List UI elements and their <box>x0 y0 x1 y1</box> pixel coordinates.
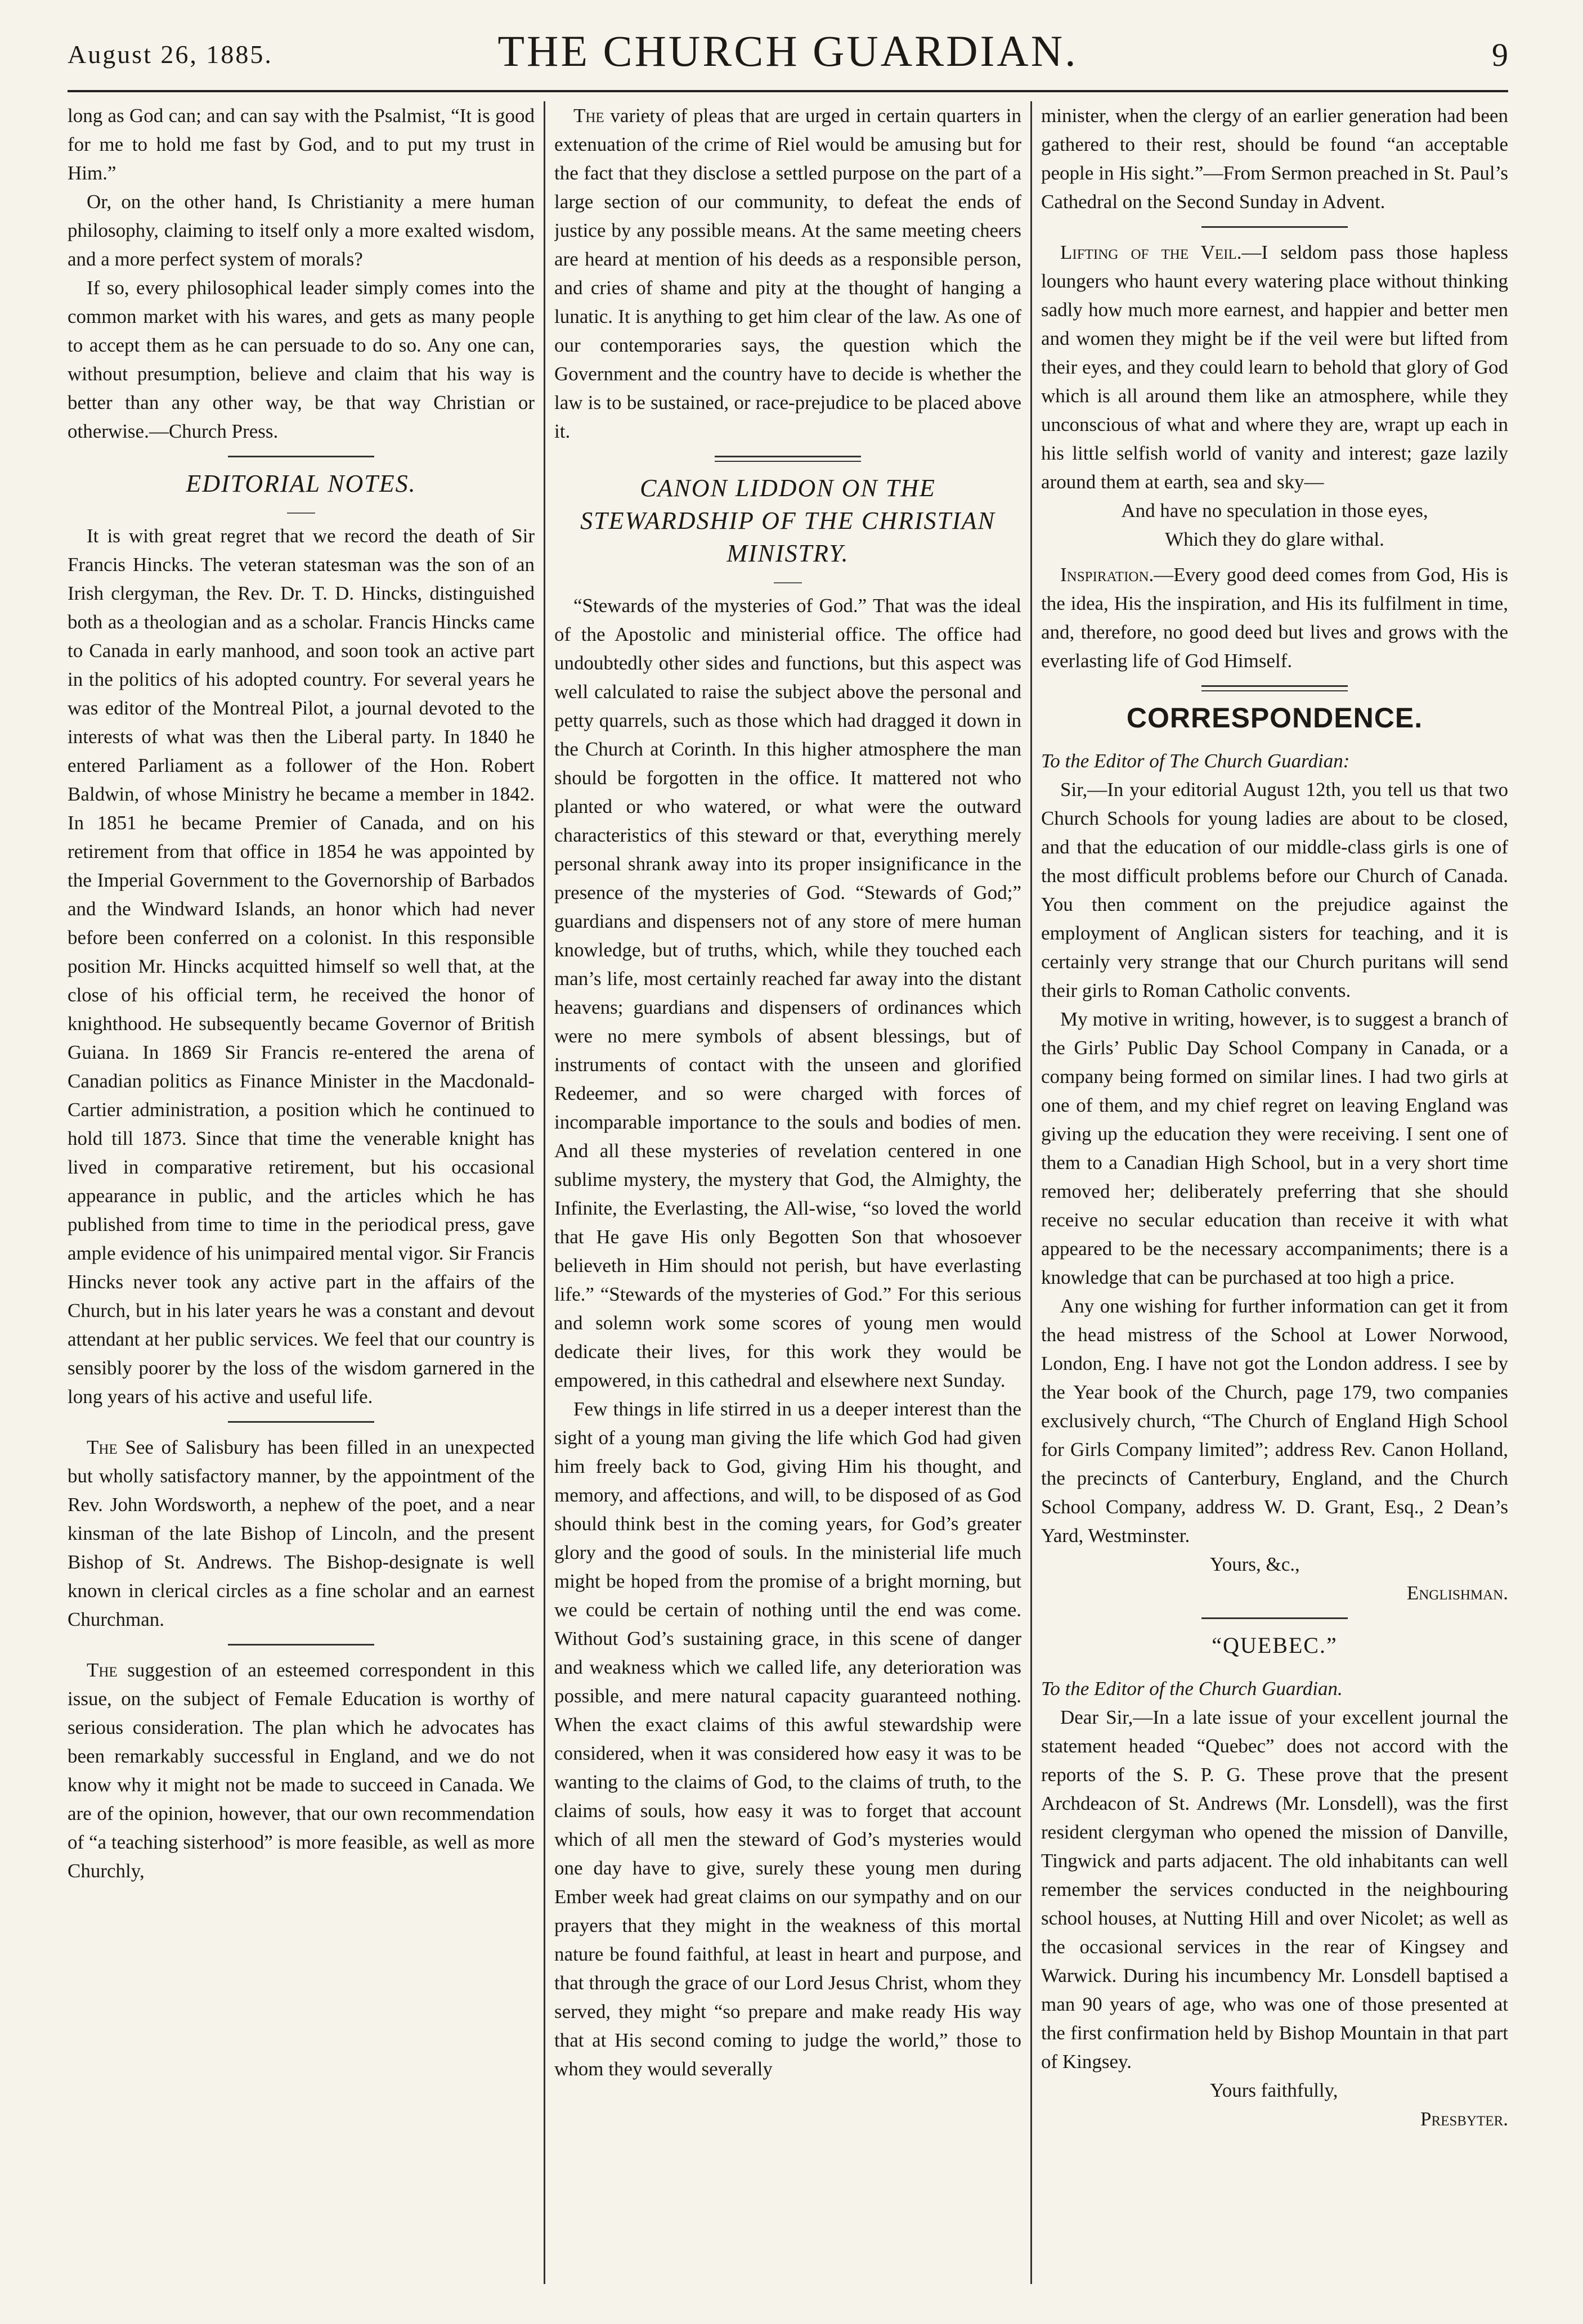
section-divider <box>1201 1617 1348 1619</box>
column-1 <box>68 101 535 2284</box>
paragraph: Few things in life stirred in us a deeper interest than the sight of a young man giving the life which God had given him freely back to God, giving Him his thought, and memory, and affections, and will, to be disposed of as God should think best in the coming years, for God’s greater glory and the good of souls. In the ministerial life much might be hoped from the promise of a bright morning, but we could be certain of nothing until the end was come. Without God’s sustaining grace, in this scene of danger and weakness which we called life, any deterioration was possible, and mere natural capacity guaranteed nothing. When the exact claims of this awful stewardship were considered, when it was considered how easy it was to be wanting to the claims of God, to the claims of truth, to the claims of souls, how easy it was to forget that account which of all men the steward of God’s mysteries would one day have to give, surely these young men during Ember week had great claims on our sympathy and on our prayers that they might in the weakness of this mortal nature be found faithful, at least in heart and purpose, and that through the grace of our Lord Jesus Christ, whom they served, they might “so prepare and make ready His way that at His second coming to judge the world,” those to whom they would severally <box>554 1398 1021 2080</box>
liddon-article-heading: CANON LIDDON ON THE STEWARDSHIP OF THE CHRISTIAN MINISTRY. <box>580 474 995 567</box>
section-divider <box>228 456 374 457</box>
letter-signature: Presbyter. <box>1420 2108 1508 2130</box>
lead-word: The <box>87 1436 118 1458</box>
column-2 <box>554 101 1021 2284</box>
masthead-rule <box>68 90 1508 92</box>
page-number: 9 <box>1492 37 1508 73</box>
column-rule <box>544 101 545 2284</box>
paragraph: Or, on the other hand, Is Christianity a mere human philosophy, claiming to itself only a more exalted wisdom, and a more perfect system of morals? <box>68 191 535 270</box>
letter-close: Yours, &c., <box>1210 1553 1300 1575</box>
paragraph: My motive in writing, however, is to suggest a branch of the Girls’ Public Day School Company in Canada, or a company being formed on similar lines. I had two girls at one of them, and my chief regret on leaving England was giving up the education they were receiving. I sent one of them to a Canadian High School, but in a very short time removed her; deliberately preferring that she should receive no secular education than receive it with what appeared to be the necessary accompaniments; there is a knowledge that can be purchased at too high a price. <box>1041 1008 1508 1288</box>
editorial-notes-heading: EDITORIAL NOTES. <box>186 470 416 497</box>
paragraph: variety of pleas that are urged in certain quarters in extenuation of the crime of Riel would be amusing but for the fact that they disclose a settled purpose on the part of a large section of our community, to defeat the ends of justice by any possible means. At the same meeting cheers are heard at mention of his deeds as a responsible person, and cries of shame and pity at the thought of hanging a lunatic. It is anything to get him clear of the law. As one of our contemporaries says, the question which the Government and the country have to decide is whether the law is to be sustained, or race-prejudice to be placed above it. <box>554 105 1021 442</box>
lead-word: Inspiration. <box>1060 564 1154 586</box>
letter-signature: Englishman. <box>1406 1582 1508 1604</box>
quebec-heading: “QUEBEC.” <box>1212 1633 1338 1658</box>
correspondence-heading: CORRESPONDENCE. <box>1126 702 1423 734</box>
heading-rule <box>287 513 315 514</box>
verse-line: And have no speculation in those eyes, <box>1121 500 1428 522</box>
section-divider <box>228 1644 374 1646</box>
lead-word: Lifting of the Veil. <box>1060 241 1242 263</box>
paragraph: “Stewards of the mysteries of God.” That was the ideal of the Apostolic and ministerial office. The office had undoubtedly other sides and functions, but this aspect was well calculated to raise the subject above the personal and petty quarrels, such as those which had dragged it down in the Church at Corinth. In this higher atmosphere the man should be forgotten in the office. It mattered not who planted or who watered, or what were the outward characteristics of this steward or that, everything merely personal shrank away into its proper insignificance in the presence of the mysteries of God. “Stewards of God;” guardians and dispensers not of any store of mere human knowledge, but of truths, which, while they touched each man’s life, most certainly reached far away into the distant heavens; guardians and dispensers of ordinances which were no mere symbols of absent blessings, but of instruments of contact with the unseen and glorified Redeemer, and so were charged with forces of incomparable importance to the souls and bodies of men. And all these mysteries of revelation centered in one sublime mystery, the mystery that God, the Almighty, the Infinite, the Everlasting, the All-wise, “so loved the world that He gave His only Begotten Son that whosoever believeth in Him should not perish, but have everlasting life.” “Stewards of the mysteries of God.” For this serious and solemn work some scores of young men would dedicate their lives, for this work they would be empowered, in this cathedral and elsewhere next Sunday. <box>554 595 1021 1391</box>
paragraph: If so, every philosophical leader simply comes into the common market with his wares, and gets as many people to accept them as he can persuade to do so. Any one can, without presumption, believe and claim that his way is better than any other way, be that way Christian or otherwise.—Church Press. <box>68 277 535 442</box>
paragraph: See of Salisbury has been filled in an unexpected but wholly satisfactory manner, by the appointment of the Rev. John Wordsworth, a nephew of the poet, and a near kinsman of the late Bishop of Lincoln, and the present Bishop of St. Andrews. The Bishop-designate is well known in clerical circles as a fine scholar and an earnest Churchman. <box>68 1436 535 1630</box>
newspaper-title: THE CHURCH GUARDIAN. <box>497 26 1078 75</box>
verse-line: Which they do glare withal. <box>1165 528 1384 550</box>
lead-word: The <box>573 105 604 127</box>
masthead <box>68 23 1508 82</box>
paragraph: suggestion of an esteemed correspondent in this issue, on the subject of Female Education is worthy of serious consideration. The plan which he advocates has been remarkably successful in England, and we do not know why it might not be made to succeed in Canada. We are of the opinion, however, that our own recommendation of “a teaching sisterhood” is more feasible, as well as more Churchly, <box>68 1659 535 1882</box>
salutation: To the Editor of The Church Guardian: <box>1041 750 1350 772</box>
paragraph: —I seldom pass those hapless loungers who haunt every watering place without thinking sadly how much more earnest, and happier and better men and women they might be if the veil were but lifted from their eyes, and they could learn to behold that glory of God which is all around them like an atmosphere, while they unconscious of what and where they are, wrapt up each in his little selfish world of vanity and interest; gaze lazily around them at earth, sea and sky— <box>1041 241 1508 493</box>
paragraph: long as God can; and can say with the Psalmist, “It is good for me to hold me fast by God, and to put my trust in Him.” <box>68 105 535 184</box>
lead-word: The <box>87 1659 118 1681</box>
section-divider <box>715 456 861 462</box>
paragraph: —Every good deed comes from God, His is the idea, His the inspiration, and His its fulfilment in time, and, therefore, no good deed but lives and grows with the everlasting life of God Himself. <box>1041 564 1508 672</box>
paragraph: minister, when the clergy of an earlier generation had been gathered to their rest, should be found “an acceptable people in His sight.”—From Sermon preached in St. Paul’s Cathedral on the Second Sunday in Advent. <box>1041 105 1508 213</box>
letter-close: Yours faithfully, <box>1210 2079 1338 2101</box>
section-divider <box>228 1421 374 1423</box>
column-3 <box>1041 101 1508 2284</box>
heading-rule <box>774 582 802 583</box>
paragraph: Any one wishing for further information can get it from the head mistress of the School at Lower Norwood, London, Eng. I have not got the London address. I see by the Year book of the Church, page 179, two companies exclusively church, “The Church of England High School for Girls Company limited”; address Rev. Canon Holland, the precincts of Canterbury, England, and the Church School Company, address W. D. Grant, Esq., 2 Dean’s Yard, Westminster. <box>1041 1295 1508 1547</box>
paragraph: It is with great regret that we record the death of Sir Francis Hincks. The veteran statesman was the son of an Irish clergyman, the Rev. Dr. T. D. Hincks, distinguished both as a theologian and as a scholar. Francis Hincks came to Canada in early manhood, and soon took an active part in the politics of his adopted country. For several years he was editor of the Montreal Pilot, a journal devoted to the interests of what was then the Liberal party. In 1840 he entered Parliament as a follower of the Hon. Robert Baldwin, of whose Ministry he became a member in 1842. In 1851 he became Premier of Canada, and on his retirement from that office in 1854 he was appointed by the Imperial Government to the Governorship of Barbados and the Windward Islands, an honor which had never before been conferred on a colonist. In this responsible position Mr. Hincks acquitted himself so well that, at the close of his official term, he received the honor of knighthood. He subsequently became Governor of British Guiana. In 1869 Sir Francis re-entered the arena of Canadian politics as Finance Minister in the Macdonald-Cartier administration, a position which he continued to hold till 1873. Since that time the venerable knight has lived in comparative retirement, but his occasional appearance in public, and the articles which he has published from time to time in the periodical press, gave ample evidence of his unimpaired mental vigor. Sir Francis Hincks never took any active part in the affairs of the Church, but in his later years he was a constant and devout attendant at her public services. We feel that our country is sensibly poorer by the loss of the wisdom garnered in the long years of his active and useful life. <box>68 525 535 1408</box>
paragraph: Dear Sir,—In a late issue of your excellent journal the statement headed “Quebec” does not accord with the reports of the S. P. G. These prove that the present Archdeacon of St. Andrews (Mr. Lonsdell), was the first resident clergyman who opened the mission of Danville, Tingwick and parts adjacent. The old inhabitants can well remember the services conducted in the neighbouring school houses, at Nutting Hill and over Nicolet; as well as the occasional services in the rear of Kingsey and Warwick. During his incumbency Mr. Lonsdell baptised a man 90 years of age, who was one of those presented at the first confirmation held by Bishop Mountain in that part of Kingsey. <box>1041 1706 1508 2073</box>
paragraph: Sir,—In your editorial August 12th, you tell us that two Church Schools for young ladies are about to be closed, and that the education of our middle-class girls is one of the most difficult problems before our Church of Canada. You then comment on the prejudice against the employment of Anglican sisters for teaching, and it is certainly very strange that our Church puritans will send their girls to Roman Catholic convents. <box>1041 779 1508 1001</box>
section-divider <box>1201 226 1348 228</box>
issue-date: August 26, 1885. <box>68 40 273 69</box>
salutation: To the Editor of the Church Guardian. <box>1041 1678 1343 1700</box>
column-rule <box>1030 101 1032 2284</box>
section-divider <box>1201 685 1348 691</box>
